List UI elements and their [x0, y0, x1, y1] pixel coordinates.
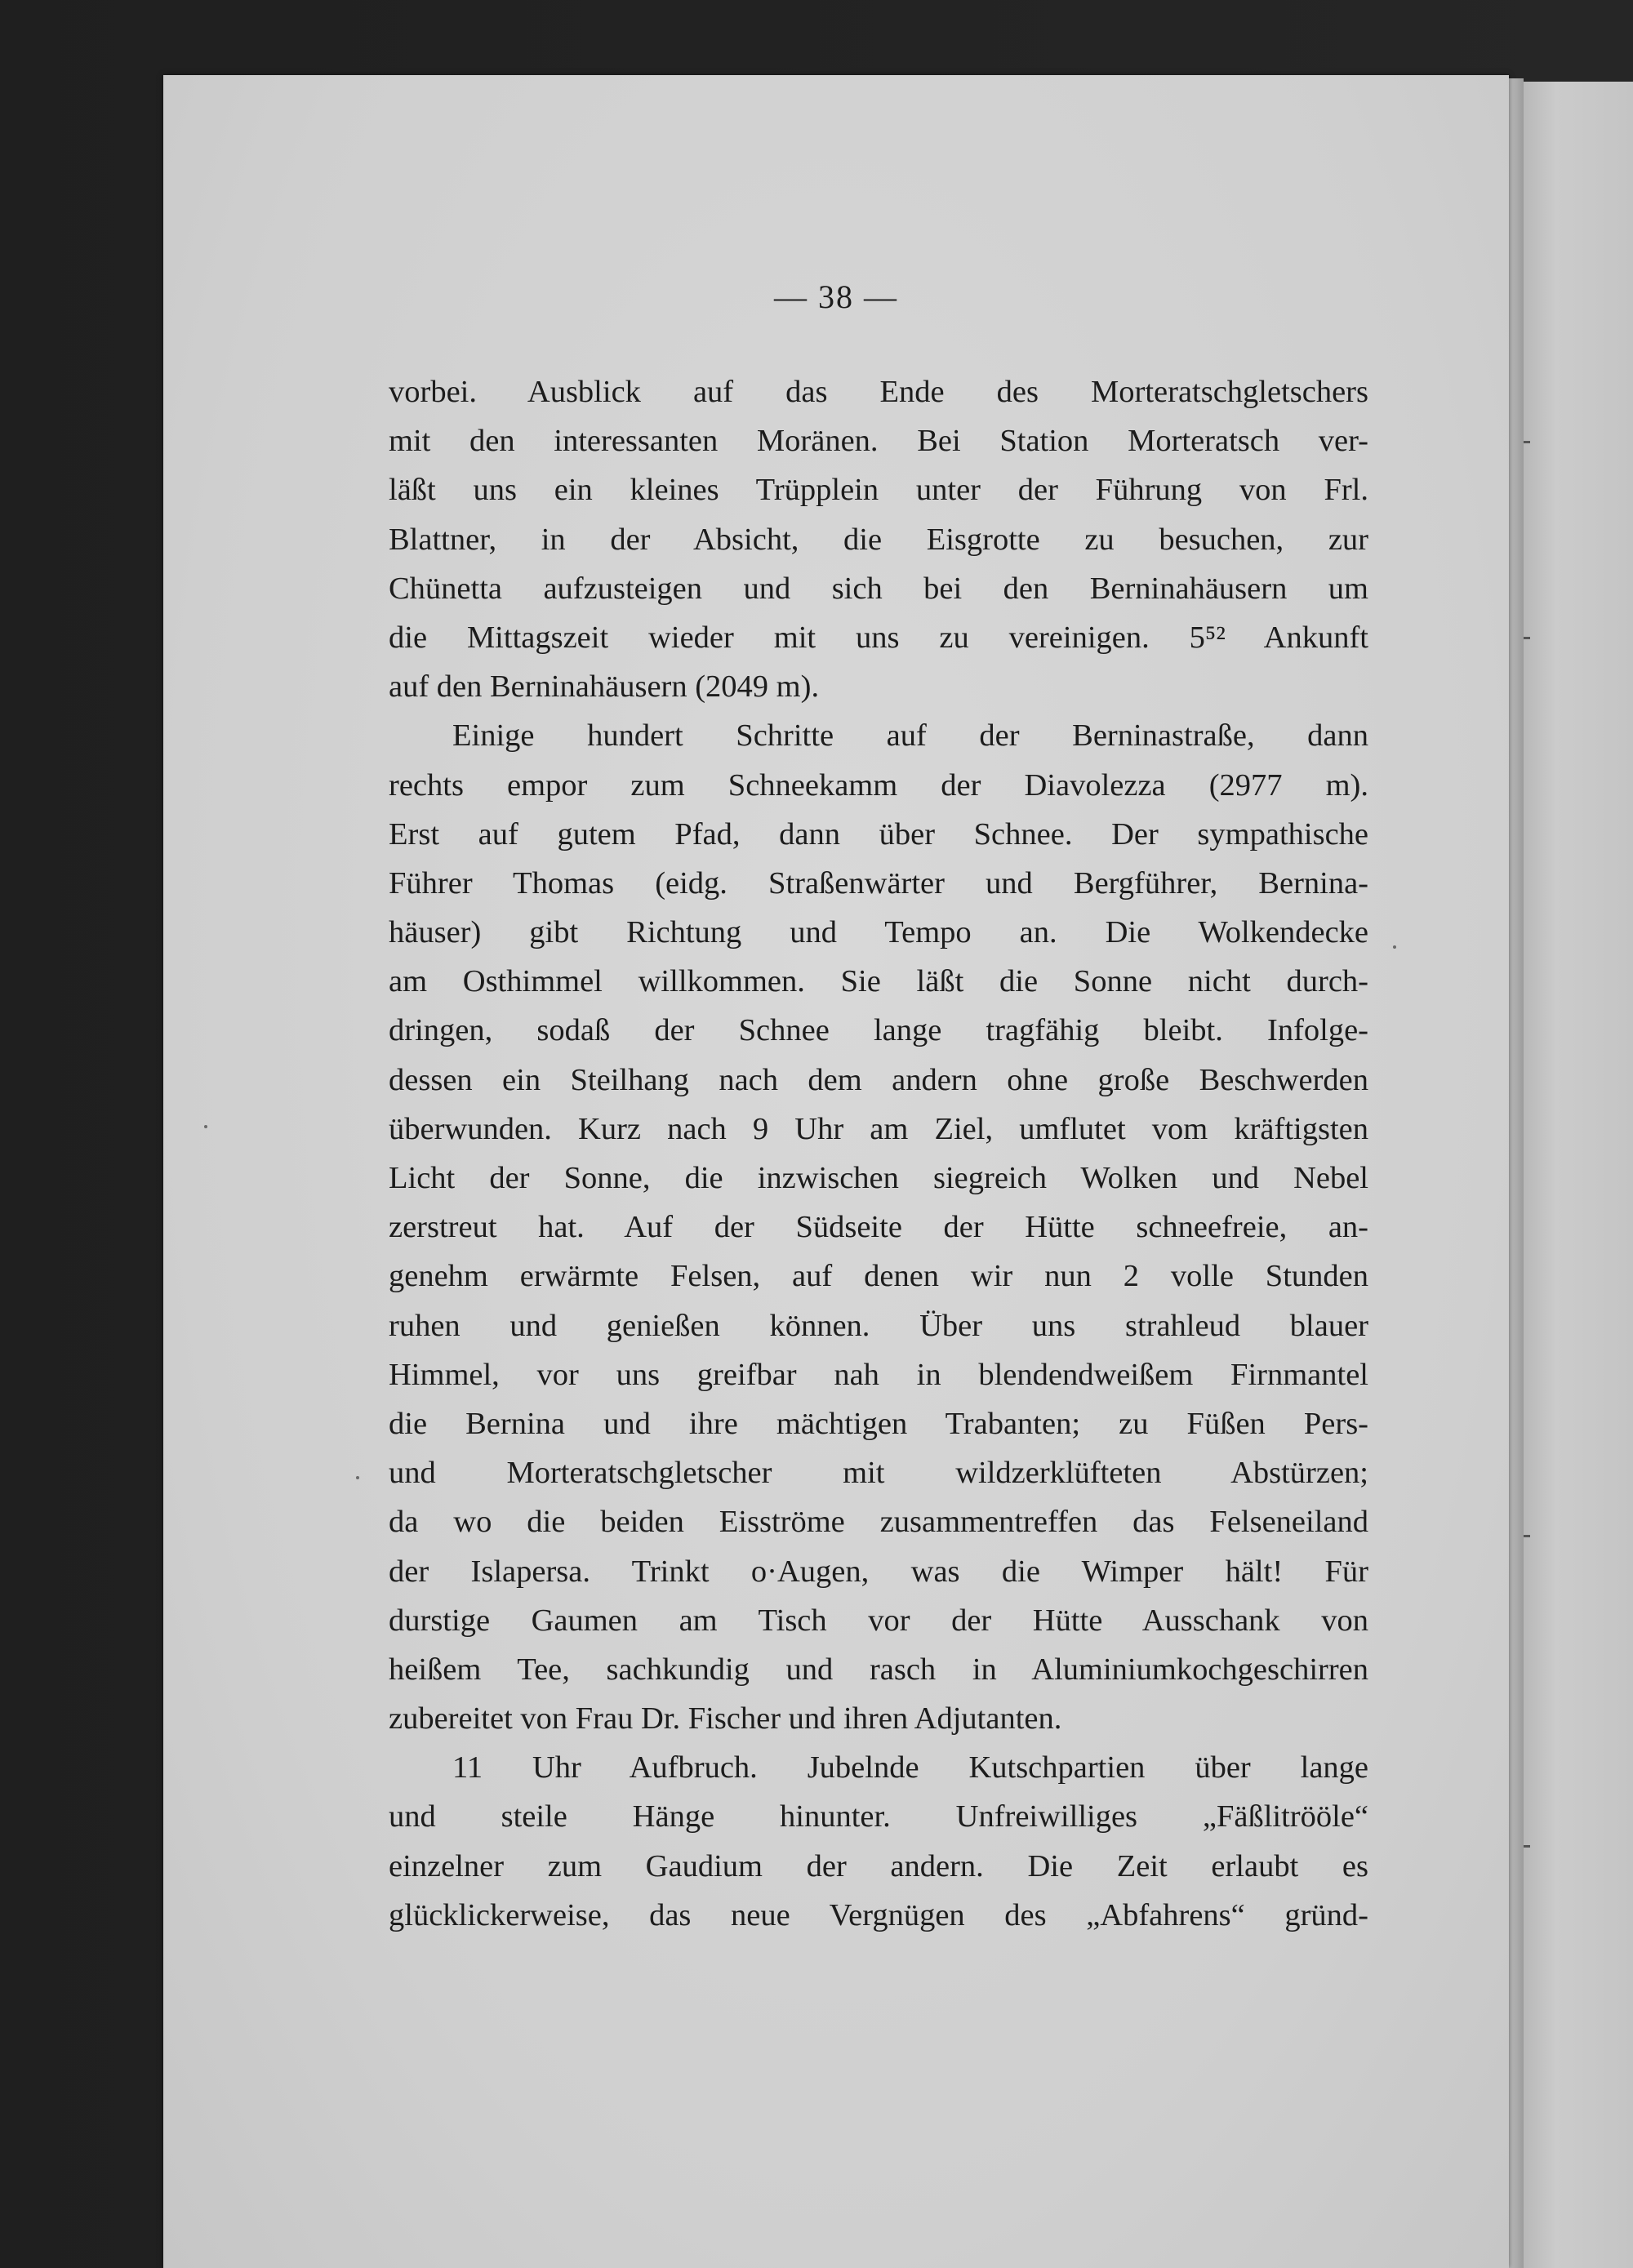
text-line: am Osthimmel willkommen. Sie läßt die Sonne nicht durch- [389, 964, 1368, 999]
margin-mark [1524, 1845, 1530, 1848]
text-line: ruhen und genießen können. Über uns strahleud blauer [389, 1308, 1368, 1343]
margin-mark [1524, 637, 1530, 639]
text-line: dringen, sodaß der Schnee lange tragfähig bleibt. Infolge- [389, 1013, 1368, 1048]
text-line: die Mittagszeit wieder mit uns zu vereinigen. 5⁵² Ankunft [389, 620, 1368, 655]
text-line: der Islapersa. Trinkt o·Augen, was die Wimper hält! Für [389, 1554, 1368, 1589]
text-line: Chünetta aufzusteigen und sich bei den Berninahäusern um [389, 571, 1368, 606]
text-line: Himmel, vor uns greifbar nah in blendendweißem Firnmantel [389, 1357, 1368, 1392]
margin-mark [1524, 441, 1530, 443]
text-line: häuser) gibt Richtung und Tempo an. Die Wolkendecke [389, 915, 1368, 950]
text-line: läßt uns ein kleines Trüpplein unter der Führung von Frl. [389, 473, 1368, 508]
text-line: auf den Berninahäusern (2049 m). [389, 669, 820, 705]
paragraph-first-line: 11 Uhr Aufbruch. Jubelnde Kutschpartien über lange [452, 1750, 1368, 1785]
text-line: Erst auf gutem Pfad, dann über Schnee. Der sympathische [389, 816, 1368, 852]
paper-speck [1393, 945, 1396, 949]
text-line: durstige Gaumen am Tisch vor der Hütte Ausschank von [389, 1603, 1368, 1638]
text-line: genehm erwärmte Felsen, auf denen wir nun 2 volle Stunden [389, 1259, 1368, 1294]
text-line: vorbei. Ausblick auf das Ende des Morteratschgletschers [389, 375, 1368, 409]
body-text [389, 367, 1368, 1940]
text-line: Führer Thomas (eidg. Straßenwärter und Bergführer, Bernina- [389, 865, 1368, 901]
text-line: zerstreut hat. Auf der Südseite der Hütte schneefreie, an- [389, 1210, 1368, 1245]
text-line: dessen ein Steilhang nach dem andern ohne große Beschwerden [389, 1062, 1368, 1097]
paper-speck [204, 1125, 207, 1128]
text-line: überwunden. Kurz nach 9 Uhr am Ziel, umflutet vom kräftigsten [389, 1111, 1368, 1146]
text-line: da wo die beiden Eisströme zusammentreffen das Felseneiland [389, 1505, 1368, 1540]
text-line: und steile Hänge hinunter. Unfreiwilliges „Fäßlitrööle“ [389, 1799, 1368, 1834]
paper-speck [356, 1476, 359, 1479]
page-number-header: — 38 — [774, 278, 898, 315]
text-line: Licht der Sonne, die inzwischen siegreich Wolken und Nebel [389, 1161, 1368, 1195]
paragraph-first-line: Einige hundert Schritte auf der Berninastraße, dann [452, 718, 1368, 754]
text-line: glücklickerweise, das neue Vergnügen des „Abfahrens“ gründ- [389, 1897, 1368, 1932]
page-binding-edge [1509, 78, 1524, 2268]
text-line: einzelner zum Gaudium der andern. Die Zeit erlaubt es [389, 1848, 1368, 1883]
text-line: und Morteratschgletscher mit wildzerklüfteten Abstürzen; [389, 1456, 1368, 1491]
text-line: zubereitet von Frau Dr. Fischer und ihren Adjutanten. [389, 1701, 1062, 1737]
text-line: die Bernina und ihre mächtigen Trabanten; zu Füßen Pers- [389, 1406, 1368, 1441]
text-line: mit den interessanten Moränen. Bei Station Morteratsch ver- [389, 424, 1368, 459]
margin-mark [1524, 1535, 1530, 1537]
text-line: rechts empor zum Schneekamm der Diavolezza (2977 m). [389, 767, 1368, 803]
text-line: heißem Tee, sachkundig und rasch in Aluminiumkochgeschirren [389, 1652, 1368, 1687]
text-line: Blattner, in der Absicht, die Eisgrotte zu besuchen, zur [389, 522, 1368, 557]
adjacent-page-edge [1524, 82, 1633, 2268]
